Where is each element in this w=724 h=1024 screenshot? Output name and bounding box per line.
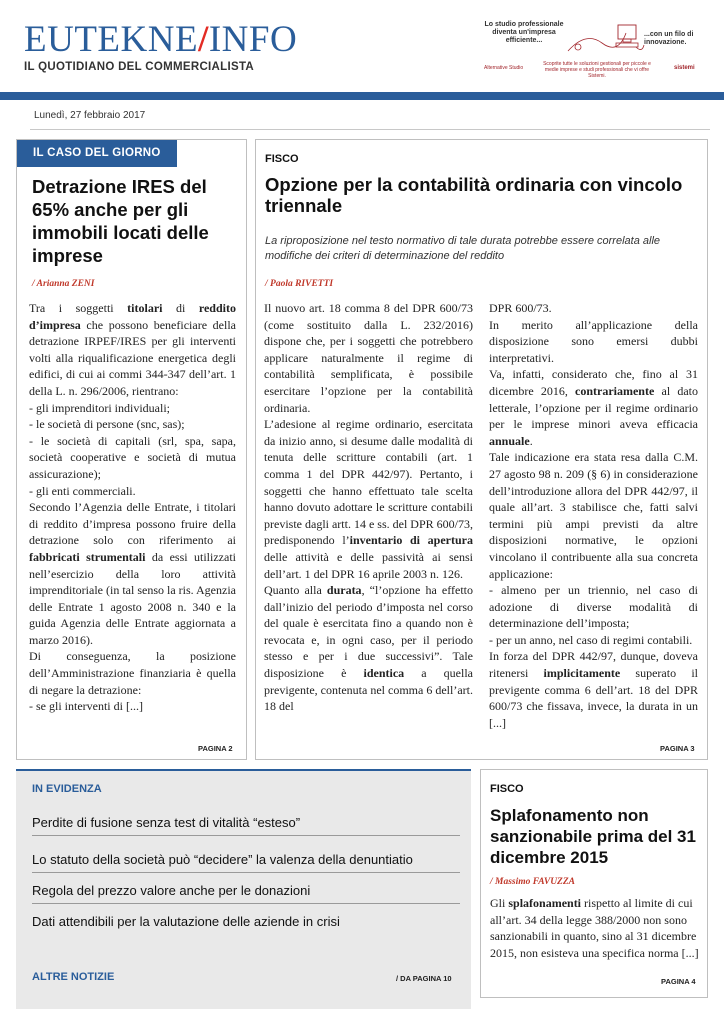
evidenza-item[interactable]: Regola del prezzo valore anche per le donazioni <box>32 883 460 904</box>
caso-author: / Arianna ZENI <box>32 279 95 289</box>
fisco2-title[interactable]: Splafonamento non sanzionabile prima del 31 dicembre 2015 <box>490 806 696 867</box>
evidenza-item[interactable]: Dati attendibili per la valutazione delle aziende in crisi <box>32 914 340 929</box>
in-evidenza-panel <box>16 769 471 1009</box>
caso-label: IL CASO DEL GIORNO <box>17 140 177 167</box>
ad-illustration-icon <box>566 21 646 61</box>
altre-notizie-link[interactable]: ALTRE NOTIZIE <box>32 971 115 983</box>
fisco2-section: FISCO <box>490 783 524 795</box>
fisco-section: FISCO <box>265 153 299 165</box>
evidenza-header: IN EVIDENZA <box>32 783 102 795</box>
fisco-article-2[interactable] <box>480 769 708 998</box>
fisco-author: / Paola RIVETTI <box>265 279 334 289</box>
fisco-body-col1: Il nuovo art. 18 comma 8 del DPR 600/73 (come sostituito dalla L. 232/2016) dispone che, per i soggetti che potrebbero applicare naturalmente il regime di contabilità semplificata, è possibile esercitare l’opzione per la contabilità ordinaria. L’adesione al regime ordinario, esercitata da inizio anno, si desume dalle modalità di tenuta delle scritture contabili (art. 1 comma 1 del DPR 442/97). Pertanto, i soggetti che hanno effettuato tale scelta hanno dovuto adottare le scritture contabili previste dagli artt. 14 e ss. del DPR 600/73, predisponendo l’inventario di apertura delle attività e delle passività ai sensi dell’art. 1 del DPR 16 aprile 2003 n. 126. Quanto alla durata, “l’opzione ha effetto dall’inizio del periodo d’imposta nel corso del quale è esercitata fino a quando non è revocata e, in ogni caso, per il periodo stesso e per i due successivi”. Tale disposizione è identica a quella previgente, contenuta nel comma 6 dell’art. 18 del <box>264 301 473 714</box>
ad-logo-left: Alternative Studio <box>484 65 524 71</box>
fisco2-page-link[interactable]: PAGINA 4 <box>661 977 696 986</box>
caso-title[interactable]: Detrazione IRES del 65% anche per gli immobili locati delle imprese <box>32 176 209 266</box>
ad-logo-right: sistemi <box>674 65 695 71</box>
caso-body: Tra i soggetti titolari di reddito d’impresa che possono beneficiare della detrazione IRPEF/IRES per gli interventi volti alla riqualificazione energetica degli edifici, di cui ai commi 344-347 dell’art. 1 della L. n. 296/2006, rientrano: - gli imprenditori individuali; - le società di persone (snc, sas); - le società di capitali (srl, spa, sapa, società cooperative e società di mutua assicurazione); - gli enti commerciali. Secondo l’Agenzia delle Entrate, i titolari di reddito d’impresa possono fruire della detrazione solo con riferimento ai fabbricati strumentali da essi utilizzati nell’esercizio della loro attività imprenditoriale (in tal senso la ris. Agenzia delle Entrate 1 agosto 2008 n. 340 e la guida Agenzia delle Entrate aggiornata a marzo 2016). Di conseguenza, la posizione dell’Amministrazione finanziaria è quella di negare la detrazione: - se gli interventi di [...] <box>29 301 236 714</box>
date-divider <box>30 129 710 130</box>
fisco-body-col2: DPR 600/73. In merito all’applicazione della disposizione sono emersi dubbi interpretativi. Va, infatti, considerato che, fino al 31 dicembre 2016, contrariamente al dato letterale, l’opzione per il regime ordinario per le imprese minori aveva efficacia annuale. Tale indicazione era stata resa dalla C.M. 27 agosto 98 n. 209 (§ 6) in considerazione dell’introduzione allora del DPR 442/97, il quale all’art. 3 stabilisce che, fatti salvi termini più ampi previsti da altre disposizioni normative, le opzioni vincolano il contribuente alla sua concreta applicazione: - almeno per un triennio, nel caso di adozione di diverse modalità di determinazione dell’imposta; - per un anno, nel caso di regimi contabili. In forza del DPR 442/97, dunque, doveva ritenersi implicitamente superato il previgente comma 6 dell’art. 18 del DPR 600/73 che fissava, invece, la durata in un [...] <box>489 301 698 730</box>
fisco-page-link[interactable]: PAGINA 3 <box>660 744 695 753</box>
caso-del-giorno-article[interactable] <box>16 139 247 760</box>
evidenza-item[interactable]: Perdite di fusione senza test di vitalità “esteso” <box>32 815 460 836</box>
brand-left: EUTEKNE <box>24 19 199 60</box>
fisco-subtitle: La riproposizione nel testo normativo di tale durata potrebbe essere correlata alle modifiche dei criteri di determinazione del reddito <box>265 235 661 262</box>
masthead-logo[interactable] <box>24 20 324 73</box>
fisco2-body: Gli splafonamenti rispetto al limite di cui all’art. 34 della legge 388/2000 non sono sanzionabili in quanto, sino al 31 dicembre 2015, non esisteva una specifica norma [...] <box>490 896 699 960</box>
tagline: IL QUOTIDIANO DEL COMMERCIALISTA <box>24 61 255 73</box>
caso-page-link[interactable]: PAGINA 2 <box>198 744 233 753</box>
brand-name <box>24 20 324 60</box>
da-pagina-link[interactable]: / DA PAGINA 10 <box>396 974 452 983</box>
fisco2-author: / Massimo FAVUZZA <box>490 877 575 887</box>
header-bar <box>0 92 724 100</box>
issue-date: Lunedì, 27 febbraio 2017 <box>34 110 146 121</box>
ad-left-text: Lo studio professionale diventa un'impresa efficiente... <box>484 21 564 44</box>
evidenza-item[interactable]: Lo statuto della società può “decidere” la valenza della denuntiatio <box>32 852 460 873</box>
brand-slash: / <box>198 19 209 60</box>
ad-right-text: ...con un filo di innovazione. <box>644 31 694 46</box>
ad-bottom-text: Scoprite tutte le soluzioni gestionali per piccole e medie imprese e studi professionali che vi offre Sistemi. <box>543 61 651 79</box>
brand-right: INFO <box>208 19 298 60</box>
banner-ad[interactable] <box>484 17 708 81</box>
fisco-article[interactable] <box>255 139 708 760</box>
fisco-title[interactable]: Opzione per la contabilità ordinaria con vincolo triennale <box>265 174 683 216</box>
